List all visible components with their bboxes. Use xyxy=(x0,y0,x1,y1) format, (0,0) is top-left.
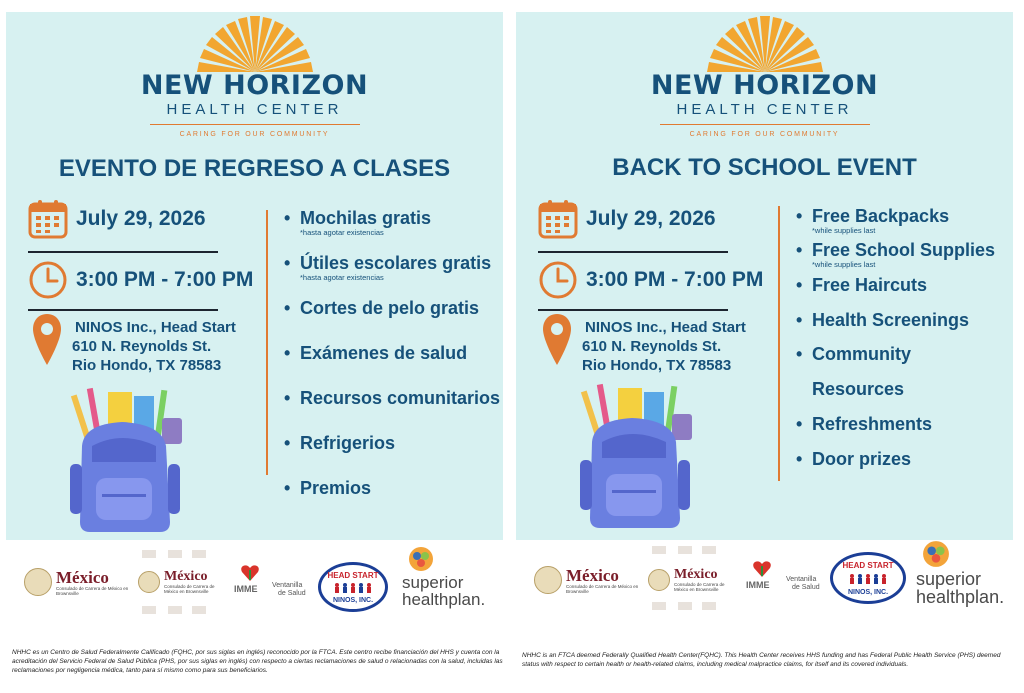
partner-mini-logo xyxy=(702,546,716,554)
superior-healthplan-logo xyxy=(402,574,485,608)
salud-label: de Salud xyxy=(792,584,820,591)
head-start-text: HEAD START xyxy=(327,571,379,580)
location-pin-icon xyxy=(32,313,62,367)
event-address xyxy=(72,318,236,375)
brand-subtitle: HEALTH CENTER xyxy=(676,101,853,118)
list-item: • Free Haircuts xyxy=(796,275,928,295)
event-headline: EVENTO DE REGRESO A CLASES xyxy=(58,155,451,182)
new-horizon-logo xyxy=(6,12,503,152)
partner-mini-logo xyxy=(192,550,206,558)
consulado-subtitle: Consulado de Carrera de México en Brownsville xyxy=(566,583,639,594)
partner-mini-logo xyxy=(168,606,182,614)
consulado-subtitle: Consulado de Carrera de México en Brownsville xyxy=(56,585,129,596)
event-time: 3:00 PM - 7:00 PM xyxy=(76,268,254,291)
partner-mini-logo xyxy=(168,550,182,558)
consulado-mexico-logo xyxy=(24,568,136,596)
divider xyxy=(28,251,218,253)
brand-tagline: CARING FOR OUR COMMUNITY xyxy=(689,131,840,138)
event-date: July 29, 2026 xyxy=(586,207,716,230)
superior-healthplan-icon xyxy=(922,540,950,568)
partner-mini-logo xyxy=(702,602,716,610)
consulado-mexico-logo-small xyxy=(648,568,734,592)
list-item: • Recursos comunitarios xyxy=(284,388,501,408)
date-row xyxy=(538,199,716,239)
partner-mini-logo xyxy=(678,602,692,610)
partner-mini-logo xyxy=(142,550,156,558)
healthplan-text: healthplan. xyxy=(916,587,1005,607)
list-item: • Refrigerios xyxy=(284,433,396,453)
logo-divider xyxy=(150,124,360,125)
consulado-subtitle: Consulado de Carrera de México en Brownsville xyxy=(674,582,725,592)
calendar-icon xyxy=(538,199,578,239)
event-date: July 29, 2026 xyxy=(76,207,206,230)
superior-healthplan-icon xyxy=(408,546,434,572)
backpack-illustration xyxy=(62,384,192,534)
children-figures-icon xyxy=(333,582,373,594)
list-item: • Útiles escolares gratis *hasta agotar existencias xyxy=(284,253,492,282)
head-start-text: HEAD START xyxy=(842,561,894,570)
mexico-seal-icon xyxy=(534,566,562,594)
mexico-seal-icon xyxy=(24,568,52,596)
consulado-subtitle: Consulado de Carrera de México en Brownsville xyxy=(164,584,215,594)
head-start-ninos-logo xyxy=(830,552,906,604)
list-item: • Premios xyxy=(284,478,372,498)
mexico-title: México xyxy=(56,567,109,587)
orange-divider xyxy=(266,210,268,475)
mexico-title: México xyxy=(566,565,619,585)
address-line: Rio Hondo, TX 78583 xyxy=(582,357,732,374)
list-item: • Cortes de pelo gratis xyxy=(284,298,480,318)
partner-mini-logo xyxy=(652,602,666,610)
address-line: 610 N. Reynolds St. xyxy=(582,338,722,355)
list-item: • Refreshments xyxy=(796,414,933,434)
ventanilla-label: Ventanilla xyxy=(786,576,817,583)
orange-divider xyxy=(778,206,780,481)
ventanilla-logo xyxy=(272,582,306,598)
english-flyer xyxy=(516,12,1013,540)
brand-name: NEW HORIZON xyxy=(140,70,369,101)
imme-logo: IMME xyxy=(746,580,770,590)
address-line: NINOS Inc., Head Start xyxy=(585,319,746,336)
partner-mini-logo xyxy=(678,546,692,554)
brand-name: NEW HORIZON xyxy=(650,70,879,101)
backpack-illustration xyxy=(572,380,702,530)
logo-divider xyxy=(660,124,870,125)
brand-tagline: CARING FOR OUR COMMUNITY xyxy=(179,131,330,138)
healthplan-text: healthplan. xyxy=(402,590,486,609)
spanish-flyer xyxy=(6,12,503,540)
list-item: • Exámenes de salud xyxy=(284,343,468,363)
address-line: 610 N. Reynolds St. xyxy=(72,338,212,355)
ventanilla-label: Ventanilla xyxy=(272,582,303,589)
new-horizon-logo xyxy=(516,12,1013,152)
brand-subtitle: HEALTH CENTER xyxy=(166,101,343,118)
children-figures-icon xyxy=(848,573,888,585)
spanish-disclaimer: NHHC es un Centro de Salud Federalmente Calificado (FQHC, por sus siglas en inglés) reconocido por la FTCA. Este centro recibe financiación del HHS y cuenta con la acreditación del Servicio Federal de Salud Pública (PHS, por sus siglas en inglés) con respecto a ciertas reclamaciones de salud o relacionadas con la salud, incluidas las reclamaciones por negligencia médica, tanto para sí mismo como para sus beneficiarios. xyxy=(12,649,503,674)
partner-mini-logo xyxy=(142,606,156,614)
clock-icon xyxy=(28,260,68,300)
ninos-inc-text: NINOS, INC. xyxy=(332,597,374,604)
superior-healthplan-logo xyxy=(916,570,1004,606)
clock-icon xyxy=(538,260,578,300)
event-address xyxy=(582,318,746,375)
head-start-ninos-logo xyxy=(318,562,388,612)
ventanilla-logo xyxy=(786,576,820,592)
divider xyxy=(538,309,728,311)
imme-heart-icon xyxy=(752,560,772,578)
mexico-seal-icon xyxy=(138,571,160,593)
time-row xyxy=(28,260,253,300)
consulado-mexico-logo xyxy=(534,566,646,594)
mexico-title: México xyxy=(164,569,208,584)
address-line: NINOS Inc., Head Start xyxy=(75,319,236,336)
mexico-seal-icon xyxy=(648,569,670,591)
partner-mini-logo xyxy=(652,546,666,554)
location-pin-icon xyxy=(542,313,572,367)
ninos-inc-text: NINOS, INC. xyxy=(847,589,889,596)
superior-text: superior xyxy=(916,569,982,589)
calendar-icon xyxy=(28,199,68,239)
list-item: • Community xyxy=(796,344,911,364)
date-row xyxy=(28,199,206,239)
list-item: Resources xyxy=(812,379,905,399)
event-headline: BACK TO SCHOOL EVENT xyxy=(612,154,917,181)
salud-label: de Salud xyxy=(278,590,306,597)
english-disclaimer: NHHC is an FTCA deemed Federally Qualified Health Center(FQHC). This Health Center receives HHS funding and has Federal Public Health Service (PHS) deemed status with respect to certain health or health-related claims, including medical malpractice claims, for itself and its covered individuals. xyxy=(522,652,1001,668)
event-time: 3:00 PM - 7:00 PM xyxy=(586,268,764,291)
superior-text: superior xyxy=(402,573,464,592)
imme-heart-icon xyxy=(240,564,260,582)
partner-mini-logo xyxy=(192,606,206,614)
list-item: • Free School Supplies *while supplies last xyxy=(796,240,996,269)
imme-logo: IMME xyxy=(234,584,258,594)
divider xyxy=(538,251,728,253)
time-row xyxy=(538,260,763,300)
divider xyxy=(28,309,218,311)
mexico-title: México xyxy=(674,567,718,582)
list-item: • Door prizes xyxy=(796,449,912,469)
list-item: • Free Backpacks *while supplies last xyxy=(796,206,950,235)
consulado-mexico-logo-small xyxy=(138,570,224,594)
list-item: • Health Screenings xyxy=(796,310,970,330)
list-item: • Mochilas gratis *hasta agotar existencias xyxy=(284,208,432,237)
sunrise-icon xyxy=(195,16,315,72)
address-line: Rio Hondo, TX 78583 xyxy=(72,357,222,374)
sunrise-icon xyxy=(705,16,825,72)
